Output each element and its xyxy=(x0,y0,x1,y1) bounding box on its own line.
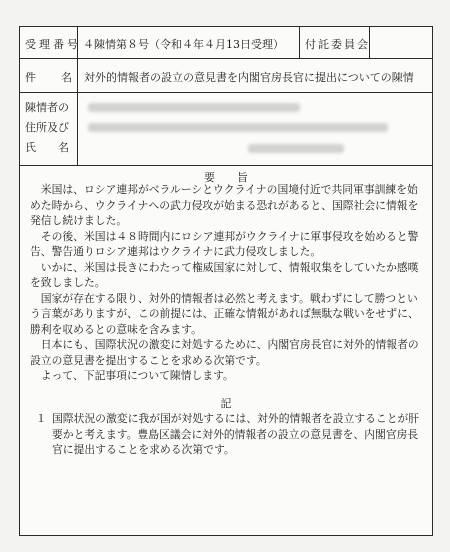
redacted-address-line xyxy=(88,123,388,132)
receipt-row xyxy=(20,27,432,59)
record-item-text: 国際状況の激変に我が国が対処するには、対外的情報者を設立することが肝要かと考えます。豊島区議会に対外的情報者の設立の意見書を、内閣官房長官に提出することを求める次第です。 xyxy=(52,412,420,456)
record-heading: 記 xyxy=(220,397,232,410)
petition-sheet xyxy=(19,26,433,536)
receipt-number: ４陳情第８号（令和４年４月13日受理） xyxy=(83,38,284,51)
petitioner-label-line: 陳情者の xyxy=(25,101,69,114)
subject-label-cell xyxy=(20,59,78,92)
summary-heading: 要旨 xyxy=(204,171,270,184)
petitioner-label-cell xyxy=(20,93,78,165)
summary-body xyxy=(30,182,424,384)
summary-paragraph: いかに、米国は長きにわたって権威国家に対して、情報収集をしていたか感嘆を致しました。 xyxy=(30,260,419,289)
receipt-label-cell xyxy=(20,27,81,58)
summary-paragraph: 米国は、ロシア連邦がベラルーシとウクライナの国境付近で共同軍事訓練を始めた時から、ウクライナへの武力侵攻が始まる恐れがあると、国際社会に情報を発信し続けました。 xyxy=(30,183,419,227)
record-body xyxy=(30,411,424,458)
committee-label-cell xyxy=(300,27,370,58)
summary-paragraph: 国家が存在する限り、対外的情報者は必然と考えます。戦わずにして勝つという言葉がありますが、この前提には、正確な情報があれば無駄な戦いをせずに、勝利を収めるとの意味を含みます。 xyxy=(30,291,419,336)
record-item xyxy=(30,411,424,458)
receipt-number-cell xyxy=(78,27,300,58)
subject-row xyxy=(20,59,432,93)
committee-label: 付託委員会 xyxy=(305,38,370,51)
subject-label-first: 件 xyxy=(25,71,36,84)
summary-paragraph: よって、下記事項について陳情します。 xyxy=(40,369,234,382)
subject-label-second: 名 xyxy=(61,71,72,84)
receipt-label: 受理番号 xyxy=(25,38,81,51)
petitioner-row xyxy=(20,93,432,166)
record-item-number: １ xyxy=(35,412,47,425)
summary-paragraph: その後、米国は４８時間内にロシア連邦がウクライナに軍事侵攻を始めると警告、警告通りロシア連邦はウクライナに武力侵攻しました。 xyxy=(30,229,419,258)
redacted-address-line xyxy=(88,103,300,112)
summary-paragraph: 日本にも、国際状況の激変に対処するために、内閣官房長官に対外的情報者の設立の意見書を提出することを求める次第です。 xyxy=(30,338,419,367)
redacted-name xyxy=(248,144,344,153)
petitioner-redacted-cell xyxy=(78,93,432,165)
petitioner-label-line: 氏 名 xyxy=(25,141,69,154)
subject-title: 対外的情報者の設立の意見書を内閣官房長官に提出についての陳情 xyxy=(84,71,414,84)
subject-value-cell xyxy=(78,59,432,92)
petitioner-label-line: 住所及び xyxy=(25,121,69,134)
